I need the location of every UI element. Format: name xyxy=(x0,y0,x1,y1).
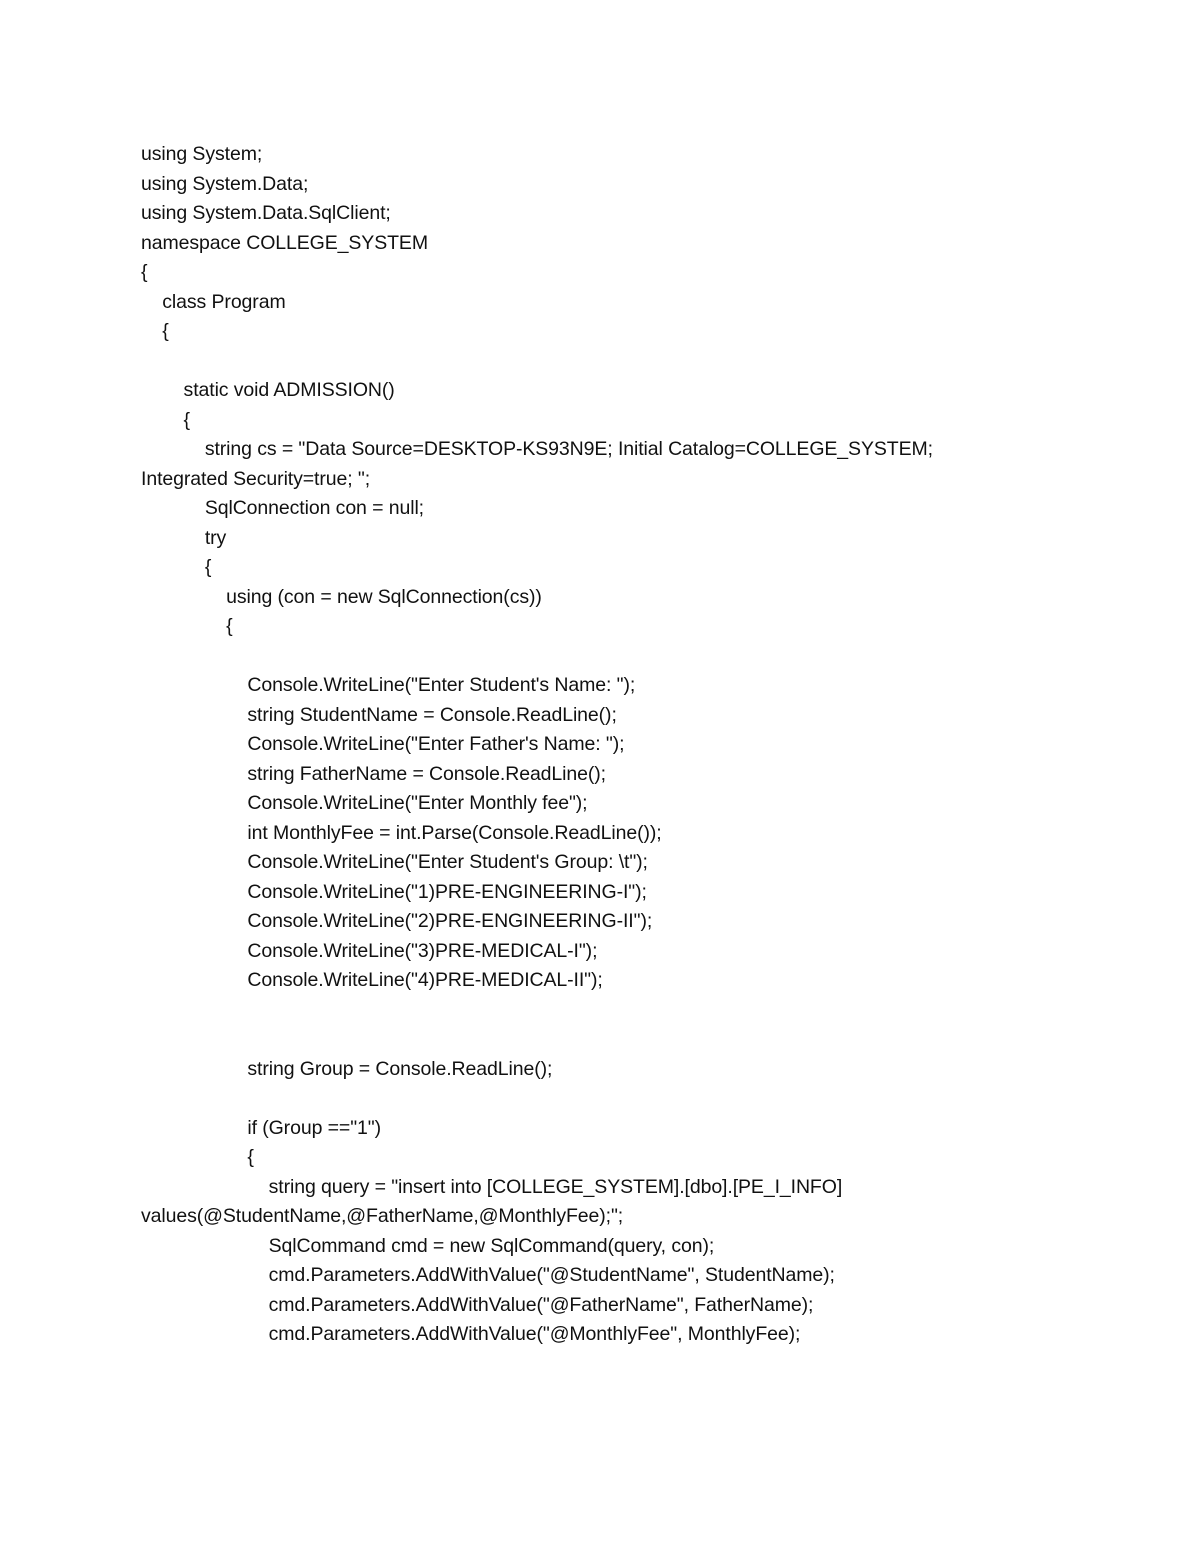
code-line: Integrated Security=true; "; xyxy=(141,467,371,490)
code-line: if (Group =="1") xyxy=(141,1116,381,1139)
code-line: using System.Data.SqlClient; xyxy=(141,202,391,224)
code-line: { xyxy=(141,556,212,578)
code-line: Console.WriteLine("Enter Student's Name: "); xyxy=(141,674,636,696)
code-line xyxy=(141,1025,1141,1055)
code-line xyxy=(141,1084,1141,1114)
code-line xyxy=(141,642,1141,672)
code-line: { xyxy=(141,320,169,342)
code-line: Console.WriteLine("1)PRE-ENGINEERING-I"); xyxy=(141,880,647,903)
code-line xyxy=(141,347,1141,377)
code-line: cmd.Parameters.AddWithValue("@StudentName", StudentName); xyxy=(141,1264,835,1286)
code-line: try xyxy=(141,526,227,549)
code-line: string cs = "Data Source=DESKTOP-KS93N9E; Initial Catalog=COLLEGE_SYSTEM; xyxy=(141,438,933,460)
code-line: Console.WriteLine("Enter Student's Group: \t"); xyxy=(141,851,648,873)
code-line: string FatherName = Console.ReadLine(); xyxy=(141,762,607,785)
code-line: cmd.Parameters.AddWithValue("@MonthlyFee", MonthlyFee); xyxy=(141,1323,801,1345)
code-block xyxy=(141,140,1141,1350)
code-line: Console.WriteLine("2)PRE-ENGINEERING-II"); xyxy=(141,910,653,932)
code-line: static void ADMISSION() xyxy=(141,379,395,401)
code-line: using System; xyxy=(141,143,263,165)
code-line: { xyxy=(141,261,148,283)
code-line: { xyxy=(141,1146,254,1168)
code-line: Console.WriteLine("Enter Father's Name: "); xyxy=(141,733,625,755)
code-line: Console.WriteLine("3)PRE-MEDICAL-I"); xyxy=(141,939,598,962)
code-line: string StudentName = Console.ReadLine(); xyxy=(141,703,617,726)
code-line: Console.WriteLine("4)PRE-MEDICAL-II"); xyxy=(141,969,603,991)
code-line xyxy=(141,996,1141,1026)
code-line: SqlCommand cmd = new SqlCommand(query, con); xyxy=(141,1234,715,1257)
code-line: SqlConnection con = null; xyxy=(141,497,425,519)
code-line: class Program xyxy=(141,290,286,313)
code-line: string Group = Console.ReadLine(); xyxy=(141,1057,553,1080)
code-line: { xyxy=(141,408,190,431)
code-line: using (con = new SqlConnection(cs)) xyxy=(141,585,542,608)
code-line: using System.Data; xyxy=(141,172,309,195)
code-line: values(@StudentName,@FatherName,@MonthlyFee);"; xyxy=(141,1205,624,1227)
code-line: string query = "insert into [COLLEGE_SYSTEM].[dbo].[PE_I_INFO] xyxy=(141,1175,843,1198)
code-line: int MonthlyFee = int.Parse(Console.ReadLine()); xyxy=(141,821,662,844)
code-line: cmd.Parameters.AddWithValue("@FatherName", FatherName); xyxy=(141,1293,814,1316)
code-line: Console.WriteLine("Enter Monthly fee"); xyxy=(141,792,588,814)
code-line: namespace COLLEGE_SYSTEM xyxy=(141,231,428,254)
code-line: { xyxy=(141,615,233,637)
